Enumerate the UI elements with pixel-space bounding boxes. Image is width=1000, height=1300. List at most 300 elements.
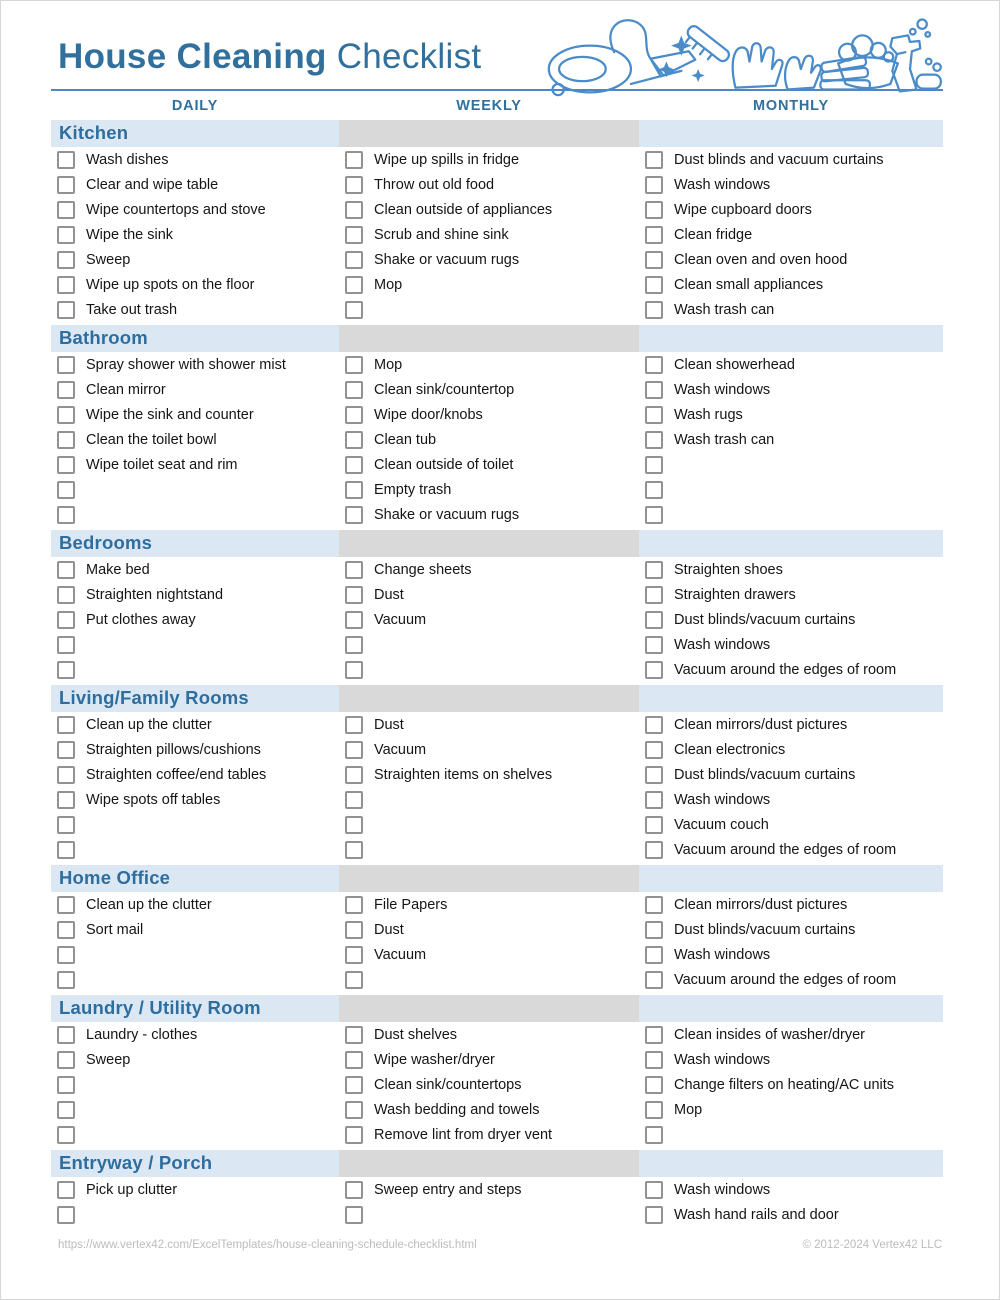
task-label: Dust blinds/vacuum curtains (674, 611, 856, 628)
section-entryway-porch (51, 1150, 943, 1227)
checklist-row (51, 247, 339, 272)
task-checkbox[interactable] (57, 611, 75, 629)
task-checkbox[interactable] (645, 251, 663, 269)
task-checkbox[interactable] (57, 1026, 75, 1044)
section-band-cell (51, 325, 339, 352)
task-checkbox[interactable] (57, 1076, 75, 1094)
task-checkbox[interactable] (645, 381, 663, 399)
checklist-row (639, 427, 943, 452)
task-checkbox[interactable] (345, 611, 363, 629)
task-label: Dust (374, 716, 404, 733)
task-checkbox[interactable] (345, 301, 363, 319)
footer-url[interactable]: https://www.vertex42.com/ExcelTemplates/house-cleaning-schedule-checklist.html (58, 1239, 477, 1251)
task-checkbox[interactable] (645, 971, 663, 989)
task-label: Clean outside of appliances (374, 201, 553, 218)
task-checkbox[interactable] (57, 946, 75, 964)
section-title: Laundry / Utility Room (59, 997, 261, 1018)
checklist-row (639, 172, 943, 197)
section-band-cell (639, 120, 943, 147)
task-label: Clean insides of washer/dryer (674, 1026, 866, 1043)
task-checkbox[interactable] (57, 1126, 75, 1144)
task-checkbox[interactable] (645, 791, 663, 809)
checklist-row (339, 452, 639, 477)
checklist-row (339, 297, 639, 322)
task-checkbox[interactable] (345, 971, 363, 989)
checklist-row (51, 197, 339, 222)
task-checkbox[interactable] (345, 586, 363, 604)
checklist-row (639, 582, 943, 607)
kitchen-monthly-column (639, 147, 943, 322)
task-checkbox[interactable] (57, 151, 75, 169)
checklist-row (51, 377, 339, 402)
task-label: Spray shower with shower mist (86, 356, 286, 373)
task-label: Clean oven and oven hood (674, 251, 848, 268)
checklist-row (639, 452, 943, 477)
task-label: Wipe the sink and counter (86, 406, 254, 423)
checklist-row (639, 477, 943, 502)
task-checkbox[interactable] (345, 661, 363, 679)
task-checkbox[interactable] (57, 921, 75, 939)
checklist-row (51, 737, 339, 762)
task-checkbox[interactable] (345, 1206, 363, 1224)
task-checkbox[interactable] (57, 406, 75, 424)
task-checkbox[interactable] (345, 1051, 363, 1069)
section-title: Bedrooms (59, 532, 153, 553)
task-checkbox[interactable] (345, 381, 363, 399)
checklist-row (51, 967, 339, 992)
task-checkbox[interactable] (645, 506, 663, 524)
entryway-porch-daily-column (51, 1177, 339, 1227)
task-checkbox[interactable] (345, 716, 363, 734)
section-columns (51, 557, 943, 682)
task-label: Wash windows (674, 1051, 771, 1068)
checklist-row (51, 402, 339, 427)
task-checkbox[interactable] (345, 1101, 363, 1119)
task-label: Clean sink/countertop (374, 381, 515, 398)
checklist-row (51, 837, 339, 862)
checklist-row (639, 197, 943, 222)
task-label: Sweep entry and steps (374, 1181, 522, 1198)
task-label: Throw out old food (374, 176, 495, 193)
task-label: Pick up clutter (86, 1181, 178, 1198)
task-label: Dust blinds and vacuum curtains (674, 151, 884, 168)
task-checkbox[interactable] (645, 586, 663, 604)
task-checkbox[interactable] (57, 481, 75, 499)
task-label: Dust blinds/vacuum curtains (674, 766, 856, 783)
checklist-row (51, 942, 339, 967)
task-label: Mop (674, 1101, 703, 1118)
checklist-row (639, 812, 943, 837)
task-checkbox[interactable] (645, 636, 663, 654)
task-checkbox[interactable] (645, 946, 663, 964)
task-label: Clean electronics (674, 741, 786, 758)
checklist-row (639, 1122, 943, 1147)
task-checkbox[interactable] (57, 1181, 75, 1199)
column-header-weekly: WEEKLY (456, 98, 522, 114)
task-checkbox[interactable] (645, 1051, 663, 1069)
task-checkbox[interactable] (645, 661, 663, 679)
checklist-row (339, 837, 639, 862)
task-label: Clean mirrors/dust pictures (674, 896, 848, 913)
task-checkbox[interactable] (57, 1101, 75, 1119)
task-checkbox[interactable] (645, 1206, 663, 1224)
checklist-row (51, 222, 339, 247)
task-label: Wash windows (674, 1181, 771, 1198)
checklist-row (639, 402, 943, 427)
task-checkbox[interactable] (57, 586, 75, 604)
task-label: Wash windows (674, 636, 771, 653)
task-checkbox[interactable] (645, 611, 663, 629)
entryway-porch-weekly-column (339, 1177, 639, 1227)
checklist-row (51, 1122, 339, 1147)
task-checkbox[interactable] (57, 301, 75, 319)
column-headers (51, 94, 943, 117)
section-header-band (51, 865, 943, 892)
task-checkbox[interactable] (57, 226, 75, 244)
task-label: Make bed (86, 561, 150, 578)
task-label: Clean the toilet bowl (86, 431, 217, 448)
task-label: Clean sink/countertops (374, 1076, 522, 1093)
kitchen-daily-column (51, 147, 339, 322)
task-checkbox[interactable] (645, 1126, 663, 1144)
checklist-row (339, 172, 639, 197)
checklist-row (639, 942, 943, 967)
checklist-row (51, 657, 339, 682)
checklist-row (51, 297, 339, 322)
task-checkbox[interactable] (345, 226, 363, 244)
checklist-row (51, 607, 339, 632)
checklist-row (639, 892, 943, 917)
section-band-cell (639, 325, 943, 352)
task-label: Vacuum around the edges of room (674, 971, 897, 988)
checklist-row (639, 712, 943, 737)
rubber-gloves-icon (733, 43, 821, 89)
checklist-row (339, 787, 639, 812)
task-label: Straighten shoes (674, 561, 783, 578)
task-label: Wipe spots off tables (86, 791, 221, 808)
task-checkbox[interactable] (57, 1051, 75, 1069)
checklist-row (339, 942, 639, 967)
task-checkbox[interactable] (645, 716, 663, 734)
section-band-cell (339, 325, 639, 352)
checklist-row (339, 427, 639, 452)
task-checkbox[interactable] (645, 356, 663, 374)
task-checkbox[interactable] (345, 636, 363, 654)
task-label: Wash hand rails and door (674, 1206, 839, 1223)
task-label: Wipe the sink (86, 226, 174, 243)
task-checkbox[interactable] (645, 766, 663, 784)
task-checkbox[interactable] (345, 946, 363, 964)
task-checkbox[interactable] (645, 1076, 663, 1094)
checklist-row (339, 197, 639, 222)
checklist-row (51, 1072, 339, 1097)
section-band-cell (51, 685, 339, 712)
home-office-weekly-column (339, 892, 639, 992)
task-checkbox[interactable] (345, 481, 363, 499)
task-checkbox[interactable] (645, 176, 663, 194)
task-checkbox[interactable] (645, 201, 663, 219)
page-footer (51, 1239, 943, 1251)
task-checkbox[interactable] (345, 921, 363, 939)
checklist-row (339, 147, 639, 172)
task-label: Wash trash can (674, 431, 775, 448)
task-checkbox[interactable] (345, 276, 363, 294)
task-checkbox[interactable] (57, 431, 75, 449)
section-columns (51, 712, 943, 862)
section-columns (51, 1022, 943, 1147)
task-label: Clean up the clutter (86, 716, 212, 733)
task-label: Vacuum (374, 946, 427, 963)
task-checkbox[interactable] (645, 1181, 663, 1199)
section-columns (51, 147, 943, 322)
task-checkbox[interactable] (645, 921, 663, 939)
checklist-row (339, 1047, 639, 1072)
task-checkbox[interactable] (345, 356, 363, 374)
task-label: Wipe up spills in fridge (374, 151, 520, 168)
column-header-monthly: MONTHLY (753, 98, 829, 114)
page-title-sub: Checklist (326, 37, 482, 76)
home-office-daily-column (51, 892, 339, 992)
checklist-row (339, 632, 639, 657)
checklist-row (639, 272, 943, 297)
checklist-row (339, 477, 639, 502)
checklist-row (339, 1177, 639, 1202)
checklist-row (51, 1022, 339, 1047)
task-checkbox[interactable] (645, 406, 663, 424)
checklist-row (339, 1097, 639, 1122)
task-checkbox[interactable] (57, 896, 75, 914)
checklist-row (639, 1022, 943, 1047)
section-band-cell (51, 120, 339, 147)
checklist-row (339, 377, 639, 402)
task-checkbox[interactable] (345, 431, 363, 449)
task-label: Take out trash (86, 301, 178, 318)
task-checkbox[interactable] (57, 971, 75, 989)
task-checkbox[interactable] (57, 741, 75, 759)
task-label: Shake or vacuum rugs (374, 506, 520, 523)
section-home-office (51, 865, 943, 992)
bathroom-weekly-column (339, 352, 639, 527)
checklist-row (639, 632, 943, 657)
task-label: Wash rugs (674, 406, 743, 423)
checklist-row (339, 657, 639, 682)
section-band-cell (339, 865, 639, 892)
task-checkbox[interactable] (345, 456, 363, 474)
task-checkbox[interactable] (645, 151, 663, 169)
task-checkbox[interactable] (645, 561, 663, 579)
checklist-row (51, 812, 339, 837)
task-checkbox[interactable] (57, 506, 75, 524)
task-checkbox[interactable] (57, 251, 75, 269)
task-checkbox[interactable] (645, 456, 663, 474)
checklist-row (639, 607, 943, 632)
task-checkbox[interactable] (645, 226, 663, 244)
section-columns (51, 892, 943, 992)
checklist-row (639, 1097, 943, 1122)
task-checkbox[interactable] (345, 1181, 363, 1199)
task-checkbox[interactable] (345, 841, 363, 859)
section-band-cell (339, 1150, 639, 1177)
task-checkbox[interactable] (645, 741, 663, 759)
checklist-row (339, 812, 639, 837)
task-label: Clean fridge (674, 226, 753, 243)
task-checkbox[interactable] (345, 1026, 363, 1044)
task-checkbox[interactable] (57, 456, 75, 474)
task-checkbox[interactable] (345, 896, 363, 914)
section-band-cell (51, 865, 339, 892)
task-label: Wipe countertops and stove (86, 201, 266, 218)
checklist-row (339, 1072, 639, 1097)
task-checkbox[interactable] (57, 661, 75, 679)
task-label: Wash dishes (86, 151, 169, 168)
task-checkbox[interactable] (645, 1101, 663, 1119)
task-checkbox[interactable] (645, 841, 663, 859)
task-checkbox[interactable] (345, 741, 363, 759)
task-label: Scrub and shine sink (374, 226, 509, 243)
section-kitchen (51, 120, 943, 322)
task-checkbox[interactable] (57, 201, 75, 219)
task-checkbox[interactable] (345, 766, 363, 784)
section-band-cell (339, 120, 639, 147)
living-family-rooms-daily-column (51, 712, 339, 862)
task-checkbox[interactable] (345, 176, 363, 194)
checklist-row (339, 892, 639, 917)
checklist-row (51, 917, 339, 942)
column-header-daily: DAILY (171, 98, 219, 114)
laundry-utility-room-monthly-column (639, 1022, 943, 1147)
task-label: Wash windows (674, 791, 771, 808)
task-label: Change sheets (374, 561, 472, 578)
task-checkbox[interactable] (57, 791, 75, 809)
checklist-row (51, 272, 339, 297)
checklist-row (339, 712, 639, 737)
section-laundry-utility-room (51, 995, 943, 1147)
section-columns (51, 352, 943, 527)
task-label: Vacuum around the edges of room (674, 661, 897, 678)
task-checkbox[interactable] (345, 506, 363, 524)
section-band-cell (339, 685, 639, 712)
task-checkbox[interactable] (57, 766, 75, 784)
checklist-row (339, 1022, 639, 1047)
checklist-row (339, 582, 639, 607)
bathroom-daily-column (51, 352, 339, 527)
home-office-monthly-column (639, 892, 943, 992)
kitchen-weekly-column (339, 147, 639, 322)
task-label: Wipe up spots on the floor (86, 276, 255, 293)
task-checkbox[interactable] (57, 841, 75, 859)
section-living-family-rooms (51, 685, 943, 862)
task-checkbox[interactable] (645, 481, 663, 499)
task-checkbox[interactable] (645, 816, 663, 834)
section-header-band (51, 1150, 943, 1177)
task-checkbox[interactable] (345, 791, 363, 809)
living-family-rooms-monthly-column (639, 712, 943, 862)
task-label: Remove lint from dryer vent (374, 1126, 553, 1143)
checklist-row (339, 272, 639, 297)
task-checkbox[interactable] (57, 176, 75, 194)
task-label: Wipe cupboard doors (674, 201, 812, 218)
vacuum-cleaner-icon (549, 20, 696, 95)
task-label: Straighten drawers (674, 586, 796, 603)
laundry-utility-room-daily-column (51, 1022, 339, 1147)
task-checkbox[interactable] (345, 151, 363, 169)
checklist-row (51, 1202, 339, 1227)
section-band-cell (51, 995, 339, 1022)
task-label: Straighten nightstand (86, 586, 224, 603)
cleaning-illustration (541, 13, 943, 97)
task-checkbox[interactable] (57, 276, 75, 294)
bedrooms-weekly-column (339, 557, 639, 682)
task-label: Dust shelves (374, 1026, 458, 1043)
section-title: Home Office (59, 867, 171, 888)
task-checkbox[interactable] (345, 406, 363, 424)
checklist-row (51, 147, 339, 172)
task-checkbox[interactable] (645, 431, 663, 449)
checklist-row (639, 1177, 943, 1202)
section-header-band (51, 995, 943, 1022)
task-label: Clear and wipe table (86, 176, 219, 193)
checklist-row (639, 967, 943, 992)
task-checkbox[interactable] (57, 716, 75, 734)
bedrooms-daily-column (51, 557, 339, 682)
bedrooms-monthly-column (639, 557, 943, 682)
task-checkbox[interactable] (57, 356, 75, 374)
task-checkbox[interactable] (345, 251, 363, 269)
task-checkbox[interactable] (57, 816, 75, 834)
checklist-row (639, 787, 943, 812)
checklist-row (639, 1047, 943, 1072)
task-checkbox[interactable] (345, 561, 363, 579)
checklist-row (639, 737, 943, 762)
task-checkbox[interactable] (645, 301, 663, 319)
section-title: Entryway / Porch (59, 1152, 213, 1173)
section-band-cell (639, 865, 943, 892)
checklist-row (639, 247, 943, 272)
task-checkbox[interactable] (57, 561, 75, 579)
task-checkbox[interactable] (345, 1126, 363, 1144)
task-checkbox[interactable] (345, 816, 363, 834)
task-label: Clean showerhead (674, 356, 795, 373)
task-label: Laundry - clothes (86, 1026, 198, 1043)
task-checkbox[interactable] (645, 1026, 663, 1044)
section-columns (51, 1177, 943, 1227)
task-checkbox[interactable] (57, 1206, 75, 1224)
task-checkbox[interactable] (645, 896, 663, 914)
task-checkbox[interactable] (645, 276, 663, 294)
checklist-row (51, 557, 339, 582)
checklist-row (51, 172, 339, 197)
task-checkbox[interactable] (345, 1076, 363, 1094)
checklist-row (639, 502, 943, 527)
section-band-cell (639, 685, 943, 712)
section-title: Kitchen (59, 122, 129, 143)
checklist-row (51, 892, 339, 917)
task-checkbox[interactable] (345, 201, 363, 219)
checklist-row (339, 762, 639, 787)
task-checkbox[interactable] (57, 636, 75, 654)
task-checkbox[interactable] (57, 381, 75, 399)
task-label: Wash trash can (674, 301, 775, 318)
checklist-row (339, 607, 639, 632)
section-band-cell (51, 1150, 339, 1177)
section-band-cell (639, 1150, 943, 1177)
task-label: Wash windows (674, 176, 771, 193)
task-label: Dust (374, 586, 404, 603)
task-label: Sweep (86, 251, 131, 268)
checklist-row (51, 452, 339, 477)
section-header-band (51, 120, 943, 147)
task-label: Clean mirrors/dust pictures (674, 716, 848, 733)
